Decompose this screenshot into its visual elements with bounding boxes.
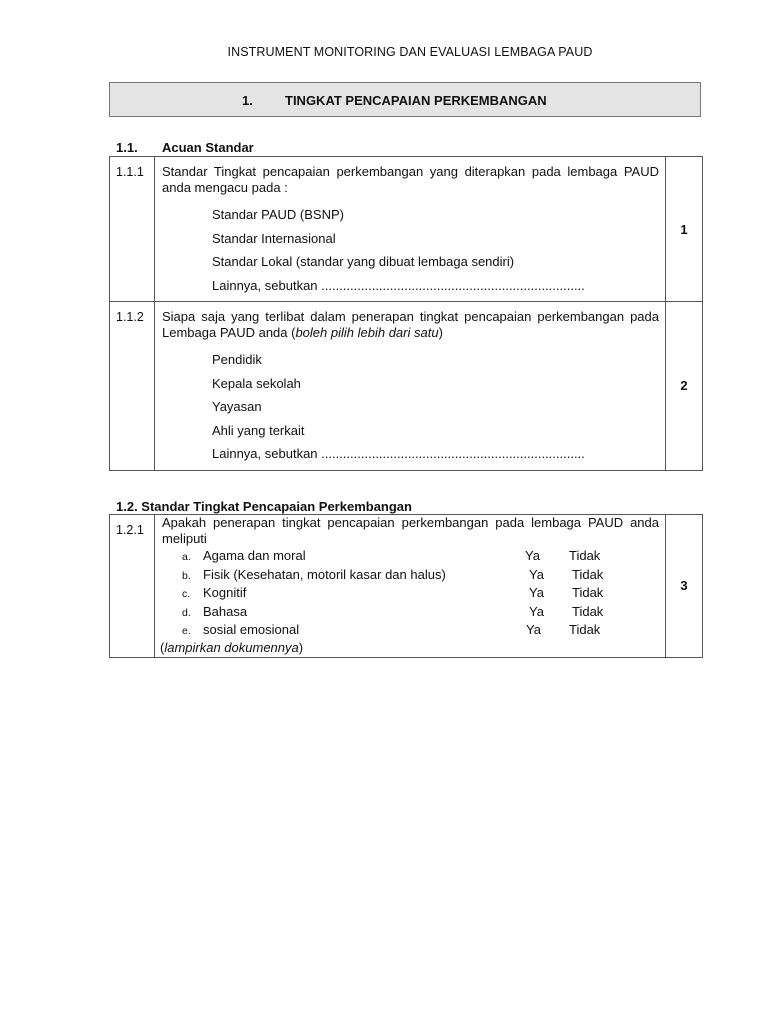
list-item <box>177 547 665 566</box>
option-item[interactable]: Pendidik <box>212 352 262 367</box>
ya-option[interactable]: Ya <box>526 622 541 638</box>
tidak-option[interactable]: Tidak <box>569 622 601 638</box>
tidak-option[interactable]: Tidak <box>572 566 604 582</box>
option-item[interactable]: Standar Lokal (standar yang dibuat lembaga sendiri) <box>212 254 515 269</box>
ya-option[interactable]: Ya <box>525 548 540 563</box>
question-number: 1.1.2 <box>110 302 155 471</box>
item-label: Bahasa <box>203 603 248 619</box>
item-label: Agama dan moral <box>203 548 306 563</box>
subsection-title: Acuan Standar <box>162 140 254 155</box>
option-list <box>155 351 665 470</box>
question-text-start: Siapa saja yang terlibat dalam penerapan tingkat pencapaian perkembangan pada Lembaga PAUD anda ( <box>162 309 659 340</box>
option-list <box>155 206 665 301</box>
subsection-number: 1.1. <box>116 140 138 155</box>
option-item[interactable]: Yayasan <box>212 399 262 414</box>
note-close: ) <box>298 639 304 655</box>
item-letter: b. <box>182 569 191 582</box>
section-title: TINGKAT PENCAPAIAN PERKEMBANGAN <box>285 93 547 108</box>
item-letter: c. <box>182 588 191 601</box>
questions-table-1 <box>109 156 703 471</box>
option-item[interactable]: Standar PAUD (BSNP) <box>212 207 344 222</box>
question-text <box>155 302 665 341</box>
item-letter: a. <box>182 551 191 563</box>
attachment-note <box>155 640 665 657</box>
list-item <box>177 603 665 622</box>
question-text-italic: boleh pilih lebih dari satu <box>295 325 439 340</box>
question-cell <box>155 302 666 471</box>
ya-option[interactable]: Ya <box>529 603 544 619</box>
item-label: sosial emosional <box>203 622 300 638</box>
tidak-option[interactable]: Tidak <box>572 603 604 619</box>
item-letter: e. <box>182 625 191 638</box>
question-cell <box>155 515 666 658</box>
tidak-option[interactable]: Tidak <box>572 585 604 601</box>
score-cell: 3 <box>666 515 703 658</box>
option-item[interactable]: Lainnya, sebutkan ......................................................................... <box>212 446 585 461</box>
page-header: INSTRUMENT MONITORING DAN EVALUASI LEMBAGA PAUD <box>227 45 593 59</box>
option-item[interactable]: Kepala sekolah <box>212 375 301 391</box>
item-letter: d. <box>182 606 191 619</box>
section-number: 1. <box>242 93 253 108</box>
ya-option[interactable]: Ya <box>529 585 544 601</box>
note-text: lampirkan dokumennya <box>164 639 299 655</box>
question-text: Apakah penerapan tingkat pencapaian perkembangan pada lembaga PAUD anda meliputi <box>162 515 659 546</box>
score-cell: 1 <box>666 157 703 302</box>
ya-option[interactable]: Ya <box>529 566 544 582</box>
list-item <box>177 566 665 585</box>
question-text-end: ) <box>438 325 443 340</box>
list-item <box>177 621 665 640</box>
item-label: Kognitif <box>203 585 247 601</box>
note-open: ( <box>160 639 165 655</box>
option-item[interactable]: Lainnya, sebutkan ......................................................................... <box>212 277 585 293</box>
questions-table-2 <box>109 514 703 658</box>
score-cell: 2 <box>666 302 703 471</box>
table-row <box>110 515 703 658</box>
question-number: 1.2.1 <box>110 515 155 658</box>
table-row <box>110 302 703 471</box>
subsection-title: 1.2. Standar Tingkat Pencapaian Perkembangan <box>116 499 412 514</box>
option-item[interactable]: Standar Internasional <box>212 230 336 246</box>
question-number: 1.1.1 <box>110 157 155 302</box>
section-title-box <box>109 82 701 117</box>
tidak-option[interactable]: Tidak <box>569 548 601 563</box>
option-item[interactable]: Ahli yang terkait <box>212 422 305 438</box>
item-label: Fisik (Kesehatan, motoril kasar dan halus) <box>203 566 446 582</box>
list-item <box>177 584 665 603</box>
item-list <box>155 547 665 640</box>
question-text: Standar Tingkat pencapaian perkembangan yang diterapkan pada lembaga PAUD anda mengacu pada : <box>162 164 659 195</box>
question-cell <box>155 157 666 302</box>
table-row <box>110 157 703 302</box>
